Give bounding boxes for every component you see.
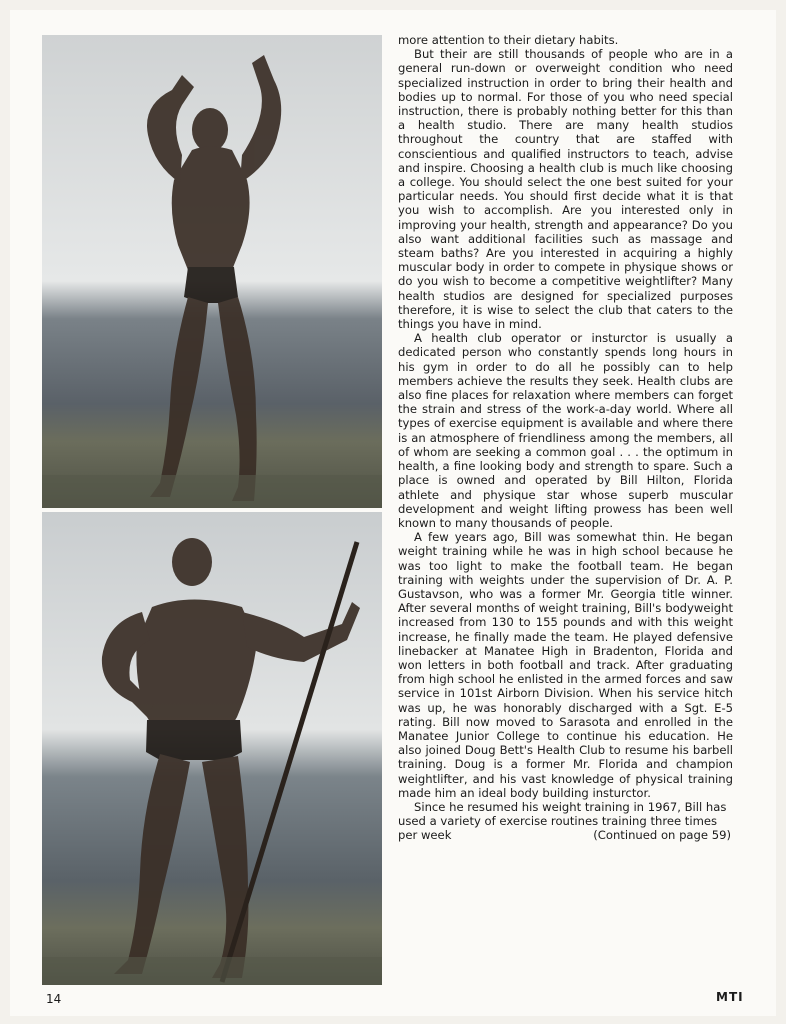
magazine-mark: MTI (716, 990, 744, 1004)
article-paragraph: more attention to their dietary habits. (398, 33, 619, 47)
article-paragraph: A health club operator or insturctor is usually a dedicated person who constantly spends long hours in his gym in order to do all he possibly can to help members achieve the results they seek. Health clubs are also fine places for relaxation where members can forget the strain and stress of the work-a-day world. Where all types of exercise equipment is available and where there is an atmosphere of friendliness among the members, all of whom are seeking a common goal . . . the optimum in health, a fine looking body and strength to spare. Such a place is owned and operated by Bill Hilton, Florida athlete and physique star whose superb muscular development and weight lifting prowess has been well known to many thousands of people. (398, 331, 733, 530)
article-paragraph: But their are still thousands of people who are in a general run-down or overweight condition who need specialized instruction in order to bring their health and bodies up to normal. For those of you who need special instruction, there is probably nothing better for this than a health studio. There are many health studios throughout the country that are staffed with conscientious and qualified instructors to teach, advise and inspire. Choosing a health club is much like choosing a college. You should select the one best suited for your particular needs. You should first decide what it is that you wish to accomplish. Are you interested only in improving your health, strength and appearance? Do you also want additional facilities such as massage and steam baths? Are you interested in acquiring a highly muscular body in order to compete in physique shows or do you wish to become a competitive weightlifter? Many health studios are designed for specialized purposes therefore, it is wise to select the club that caters to the things you have in mind. (398, 47, 733, 332)
continued-note: (Continued on page 59) (593, 828, 731, 843)
photo-bodybuilder-arms-raised (42, 35, 382, 508)
photo-bodybuilder-with-pole (42, 512, 382, 985)
article-paragraph-text: Since he resumed his weight training in 1967, Bill has used a variety of exercise routines training three times per week (398, 799, 727, 843)
article-paragraph-final (398, 800, 733, 843)
article-paragraph: A few years ago, Bill was somewhat thin. He began weight training while he was in high school because he was too light to make the football team. He began training with weights under the supervision of Dr. A. P. Gustavson, who was a former Mr. Georgia title winner. After several months of weight training, Bill's bodyweight increased from 130 to 155 pounds and with this weight increase, he finally made the team. He played defensive linebacker at Manatee High in Bradenton, Florida and won letters in both football and track. After graduating from high school he enlisted in the armed forces and saw service in 101st Airborn Division. When his service hitch was up, he was honorably discharged with a Sgt. E-5 rating. Bill now moved to Sarasota and enrolled in the Manatee Junior College to continue his education. He also joined Doug Bett's Health Club to resume his barbell training. Doug is a former Mr. Florida and champion weightlifter, and his vast knowledge of physical training made him an ideal body building insturctor. (398, 530, 733, 800)
bodybuilder-arms-raised-figure (42, 35, 382, 508)
page-number: 14 (46, 992, 62, 1006)
bodybuilder-with-pole-figure (42, 512, 382, 985)
article-body (398, 33, 733, 843)
